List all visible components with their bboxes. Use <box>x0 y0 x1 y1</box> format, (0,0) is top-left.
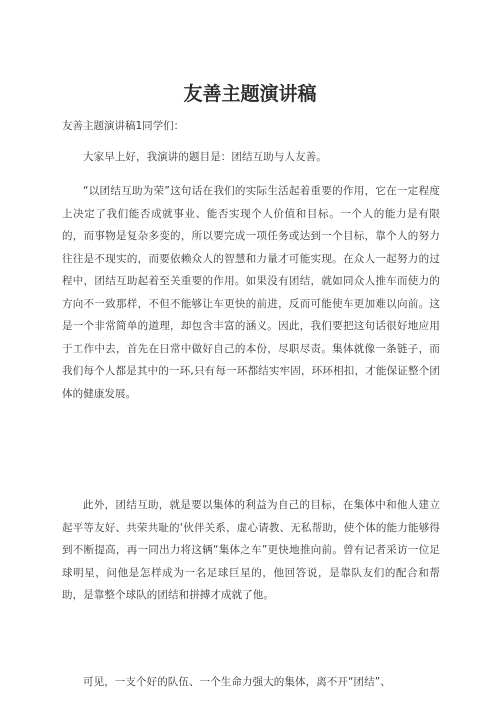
document-subtitle: 友善主题演讲稿1同学们： <box>62 120 185 132</box>
paragraph-body-2: 此外，团结互助，就是要以集体的利益为自己的目标，在集体中和他人建立起平等友好、共荣共耻的‘伙伴关系，虚心请教、无私帮助，使个体的能力能够得到不断提高，再一同出力将这辆“集体之车”更快地推向前。曾有记者采访一位足球明星，问他是怎样成为一名足球巨星的，他回答说，是靠队友们的配合和帮助，是靠整个球队的团结和拼搏才成就了他。 <box>62 499 440 601</box>
document-title: 友善主题演讲稿 <box>183 83 317 105</box>
paragraph-greeting: 大家早上好，我演讲的题目是：团结互助与人友善。 <box>83 151 327 163</box>
paragraph-body-1: “以团结互助为荣”这句话在我们的实际生活起着重要的作用，它在一定程度上决定了我们能否成就事业、能否实现个人价值和目标。一个人的能力是有限的，而事物是复杂多变的，所以要完成一项任务或达到一个目标，靠个人的努力往往是不现实的，而要依赖众人的智慧和力量才可能实现。在众人一起努力的过程中，团结互助起着至关重要的作用。如果没有团结，就如同众人推车而使力的方向不一致那样，不但不能够让车更快的前进，反而可能使车更加难以向前。这是一个非常简单的道理，却包含丰富的涵义。因此，我们要把这句话很好地应用于工作中去，首先在日常中做好自己的本份，尽职尽责。集体就像一条链子，而我们每个人都是其中的一环,只有每一环都结实牢固，环环相扣，才能保证整个团体的健康发展。 <box>62 185 440 400</box>
paragraph-body-3: 可见，一支个好的队伍、一个生命力强大的集体，离不开“团结”、 <box>83 676 391 688</box>
